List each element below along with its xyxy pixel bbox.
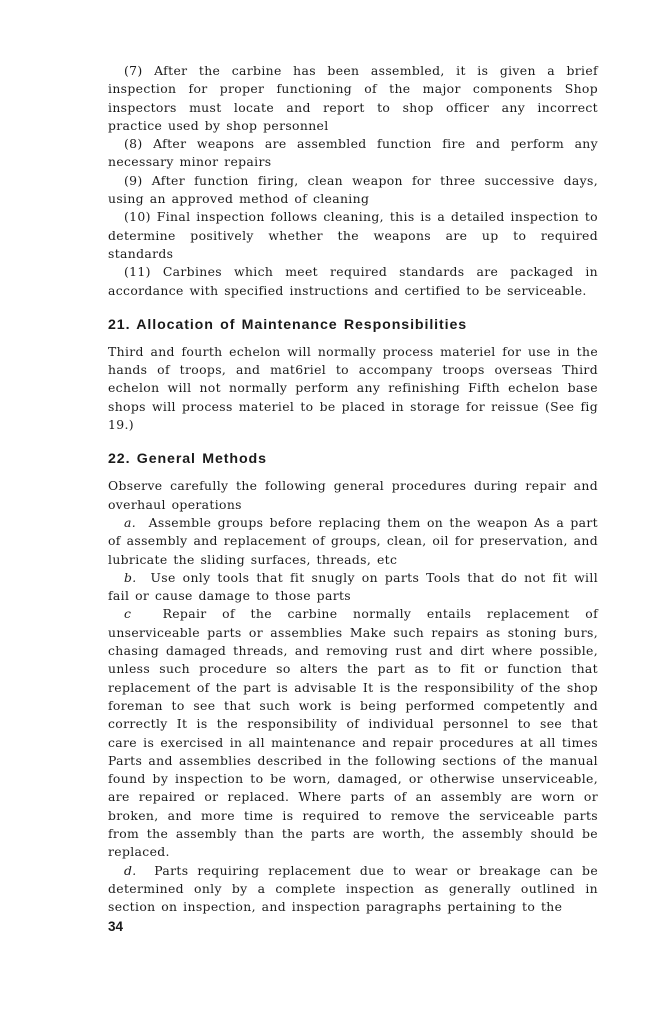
paragraph-9: (9) After function firing, clean weapon for three successive days, using an approved method of cleaning: [108, 172, 598, 207]
item-text: Use only tools that fit snugly on parts Tools that do not fit will fail or cause damage to those parts: [108, 569, 599, 604]
section-21-heading: 21. Allocation of Maintenance Responsibilities: [108, 316, 468, 333]
paragraph-11: (11) Carbines which meet required standards are packaged in accordance with specified instructions and certified to be serviceable.: [108, 264, 598, 298]
paragraph-10: (10) Final inspection follows cleaning, this is a detailed inspection to determine positively whether the weapons are up to required standards: [108, 209, 598, 261]
page-content: [108, 62, 598, 916]
item-a: [108, 514, 598, 569]
item-letter: b.: [124, 569, 137, 585]
section-21-body: Third and fourth echelon will normally process materiel for use in the hands of troops, and mat6riel to accompany troops overseas Third echelon will not normally perform any refinishing Fifth echelon base shops will process materiel to be placed in storage for reissue (See fig 19.): [108, 343, 598, 433]
paragraph-8: (8) After weapons are assembled function fire and perform any necessary minor repairs: [108, 136, 598, 170]
item-text: Repair of the carbine normally entails replacement of unserviceable parts or assemblies Make such repairs as stoning burs, chasing damaged threads, and removing rust and dirt where possible, unless such procedure so alters the part as to fit or function that replacement of the part is advisable It is the responsibility of the shop foreman to see that such work is being performed competently and correctly It is the responsibility of individual personnel to see that care is exercised in all maintenance and repair procedures at all times Parts and assemblies described in the following sections of the manual found by inspection to be worn, damaged, or otherwise unserviceable, are repaired or replaced. Where parts of an assembly are worn or broken, and more time is required to remove the serviceable parts from the assembly than the parts are worth, the assembly should be replaced.: [108, 606, 598, 860]
item-text: Parts requiring replacement due to wear or breakage can be determined only by a complete inspection as generally outlined in section on inspection, and inspection paragraphs pertaining to the: [108, 862, 598, 915]
item-b: [108, 569, 598, 606]
section-22-heading: 22. General Methods: [108, 451, 267, 468]
paragraph-7: (7) After the carbine has been assembled, it is given a brief inspection for proper functioning of the major components Shop inspectors must locate and report to shop officer any incorrect practice used by shop personnel: [108, 63, 598, 133]
section-22-intro: Observe carefully the following general procedures during repair and overhaul operations: [108, 478, 598, 512]
page-number: 34: [108, 919, 124, 934]
item-text: Assemble groups before replacing them on the weapon As a part of assembly and replacement of groups, clean, oil for preservation, and lubricate the sliding surfaces, threads, etc: [108, 514, 598, 567]
item-letter: d.: [124, 862, 137, 878]
item-letter: a.: [124, 514, 137, 530]
item-c: [108, 605, 598, 861]
item-d: [108, 862, 598, 917]
item-letter: c: [124, 606, 132, 622]
